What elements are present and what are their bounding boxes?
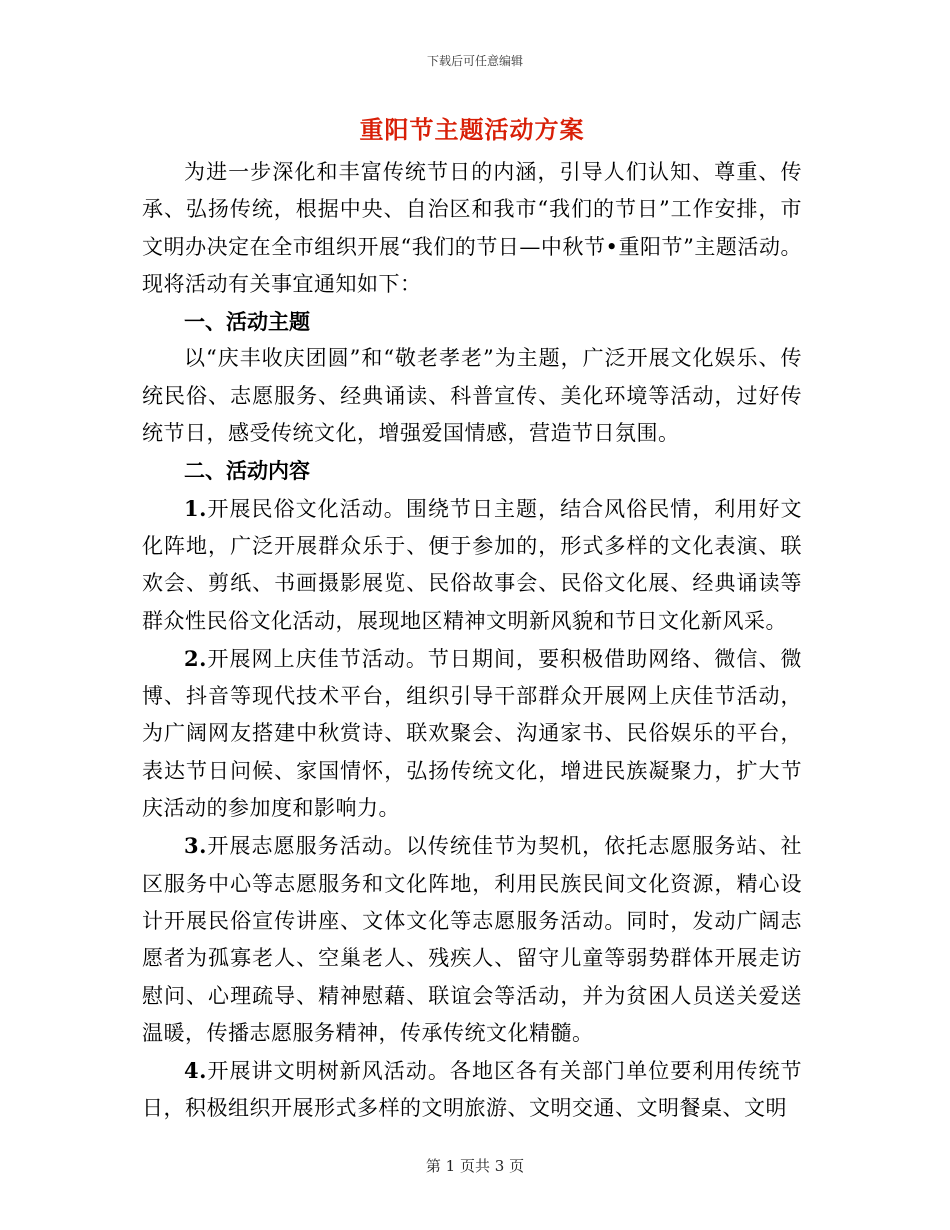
content-item-1 xyxy=(142,490,802,640)
content-item-number: 2. xyxy=(184,645,207,671)
content-item-number: 3. xyxy=(184,833,207,859)
content-item-2 xyxy=(142,640,802,827)
section-heading-content: 二、活动内容 xyxy=(184,458,310,484)
document-body xyxy=(142,112,802,1128)
content-item-3 xyxy=(142,827,802,1052)
content-item-text: 开展志愿服务活动。以传统佳节为契机，依托志愿服务站、社区服务中心等志愿服务和文化阵地，利用民族民间文化资源，精心设计开展民俗宣传讲座、文体文化等志愿服务活动。同时，发动广阔志愿者为孤寡老人、空巢老人、残疾人、留守儿童等弱势群体开展走访慰问、心理疏导、精神慰藉、联谊会等活动，并为贫困人员送关爱送温暖，传播志愿服务精神，传承传统文化精髓。 xyxy=(142,834,802,1045)
section-paragraph-theme: 以“庆丰收庆团圆”和“敬老孝老”为主题，广泛开展文化娱乐、传统民俗、志愿服务、经典诵读、科普宣传、美化环境等活动，过好传统节日，感受传统文化，增强爱国情感，营造节日氛围。 xyxy=(142,346,802,446)
content-item-text: 开展民俗文化活动。围绕节日主题，结合风俗民情，利用好文化阵地，广泛开展群众乐于、便于参加的，形式多样的文化表演、联欢会、剪纸、书画摄影展览、民俗故事会、民俗文化展、经典诵读等群众性民俗文化活动，展现地区精神文明新风貌和节日文化新风采。 xyxy=(142,496,802,633)
page-number: 第 1 页共 3 页 xyxy=(425,1157,525,1175)
content-item-text: 开展网上庆佳节活动。节日期间，要积极借助网络、微信、微博、抖音等现代技术平台，组织引导干部群众开展网上庆佳节活动，为广阔网友搭建中秋赏诗、联欢聚会、沟通家书、民俗娱乐的平台，表达节日问候、家国情怀，弘扬传统文化，增进民族凝聚力，扩大节庆活动的参加度和影响力。 xyxy=(142,646,802,821)
content-item-number: 1. xyxy=(184,495,207,521)
document-title: 重阳节主题活动方案 xyxy=(359,115,585,144)
content-item-number: 4. xyxy=(184,1058,207,1084)
section-heading-theme: 一、活动主题 xyxy=(184,309,310,335)
content-item-text: 开展讲文明树新风活动。各地区各有关部门单位要利用传统节日，积极组织开展形式多样的文明旅游、文明交通、文明餐桌、文明 xyxy=(142,1059,802,1121)
intro-paragraph: 为进一步深化和丰富传统节日的内涵，引导人们认知、尊重、传承、弘扬传统，根据中央、自治区和我市“我们的节日”工作安排，市文明办决定在全市组织开展“我们的节日—中秋节•重阳节”主题活动。现将活动有关事宜通知如下： xyxy=(142,160,802,296)
content-item-4 xyxy=(142,1052,802,1128)
page-header: 下载后可任意编辑 xyxy=(426,54,523,68)
